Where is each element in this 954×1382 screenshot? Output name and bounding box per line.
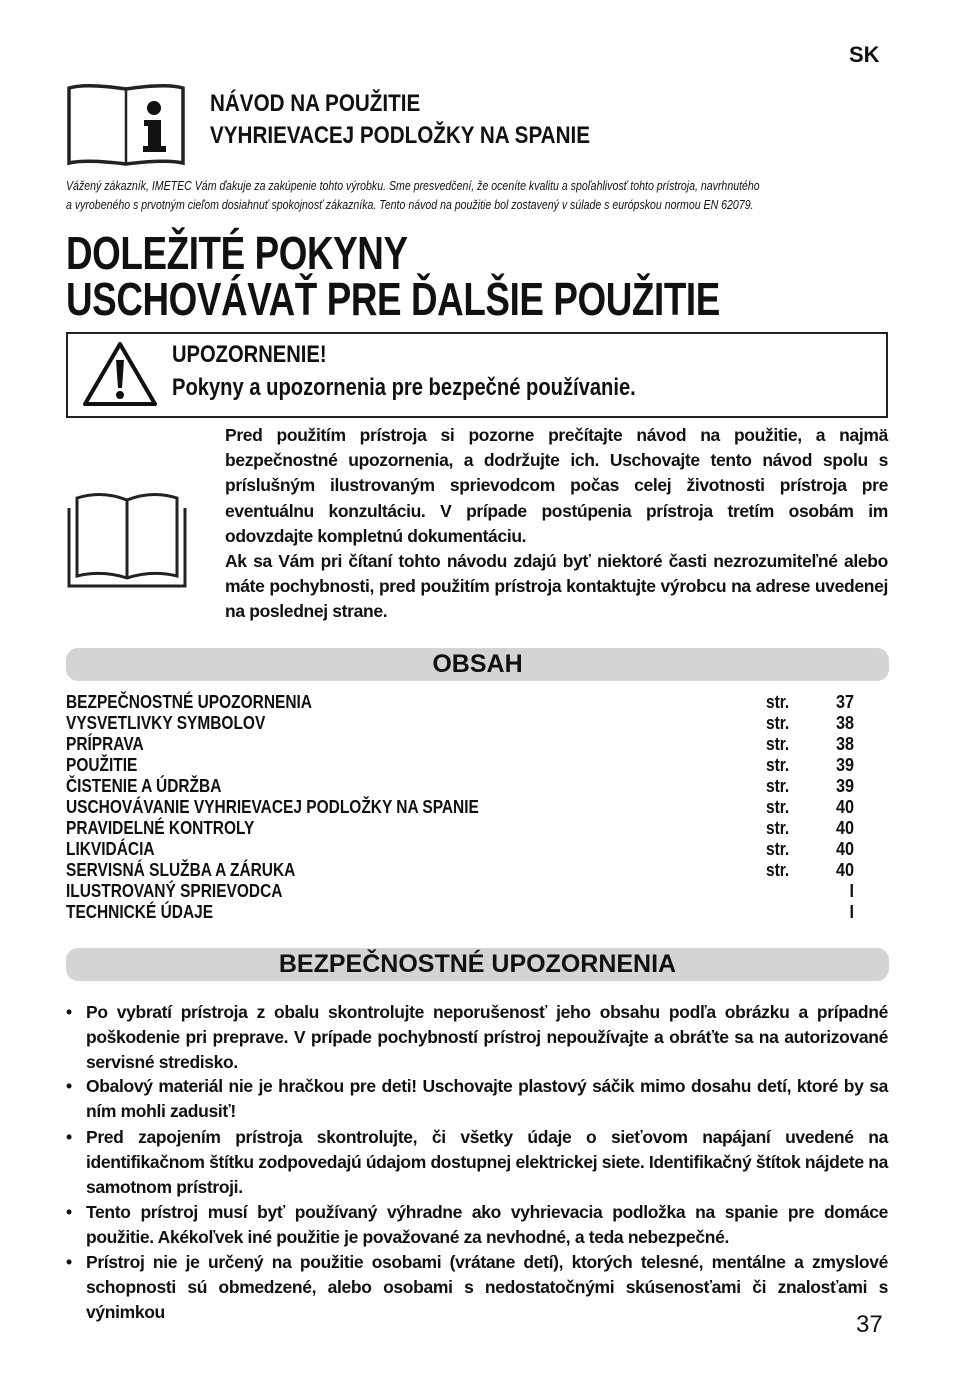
safety-item-text: Po vybratí prístroja z obalu skontrolujte neporušenosť jeho obsahu podľa obrázku a prípadné poškodenie pri preprave. V prípade pochybností prístroj nepoužívajte a obráťte sa na autorizované servisné stredisko. [86,1002,888,1073]
toc-str: str. [766,755,790,775]
toc-title: TECHNICKÉ ÚDAJE [66,902,214,922]
toc-str: str. [766,776,790,796]
toc-str: str. [766,713,790,733]
toc-title: ČISTENIE A ÚDRŽBA [66,776,222,796]
list-item [66,1074,888,1124]
toc-str: str. [766,734,790,754]
toc-page: 37 [835,692,854,712]
toc-title: BEZPEČNOSTNÉ UPOZORNENIA [66,692,312,712]
safety-item-text: Tento prístroj musí byť používaný výhradne ako vyhrievacia podložka na spanie pre domáce použitie. Akékoľvek iné použitie je považované za nevhodné, a teda nebezpečné. [86,1202,888,1248]
manual-title-line1: NÁVOD NA POUŽITIE [210,90,421,117]
warning-subtitle: Pokyny a upozornenia pre bezpečné používanie. [172,374,636,401]
bullet-dot: • [66,1002,72,1022]
list-item [66,1250,888,1326]
toc-title: USCHOVÁVANIE VYHRIEVACEJ PODLOŽKY NA SPANIE [66,797,479,817]
intro-text-line1: Vážený zákazník, IMETEC Vám ďakuje za zakúpenie tohto výrobku. Sme presvedčení, že oceníte kvalitu a spoľahlivosť tohto prístroja, navrhnutého [66,179,760,193]
list-item [66,1000,888,1076]
toc-title: LIKVIDÁCIA [66,839,155,859]
toc-title: SERVISNÁ SLUŽBA A ZÁRUKA [66,860,296,880]
toc-row[interactable] [66,860,856,881]
toc-title: VYSVETLIVKY SYMBOLOV [66,713,266,733]
toc-title: POUŽITIE [66,755,138,775]
bullet-dot: • [66,1202,72,1222]
toc-row[interactable] [66,755,856,776]
toc-row[interactable] [66,902,856,923]
toc-str: str. [766,839,790,859]
toc-title: PRAVIDELNÉ KONTROLY [66,818,255,838]
list-item [66,1125,888,1201]
safety-item-text: Obalový materiál nie je hračkou pre deti! Uschovajte plastový sáčik mimo dosahu detí, ktoré by sa ním mohli zadusiť! [86,1076,888,1122]
toc-row[interactable] [66,734,856,755]
toc-page: 40 [835,818,854,838]
manual-instructions-paragraph: Pred použitím prístroja si pozorne prečítajte návod na použitie, a najmä bezpečnostné upozornenia, a dodržujte ich. Uschovajte tento návod spolu s príslušným ilustrovaným sprievodcom počas celej životnosti prístroja pre eventuálnu konzultáciu. V prípade postúpenia prístroja tretím osobám im odovzdajte kompletnú dokumentáciu. [225,425,888,546]
main-title-line2: USCHOVÁVAŤ PRE ĎALŠIE POUŽITIE [66,273,720,325]
toc-page: 40 [835,797,854,817]
toc-row[interactable] [66,776,856,797]
toc-page: I [849,881,854,901]
warning-title: UPOZORNENIE! [172,341,327,368]
toc-page: 40 [835,860,854,880]
page-number: 37 [856,1311,883,1338]
toc-row[interactable] [66,881,856,902]
safety-item-text: Pred zapojením prístroja skontrolujte, či všetky údaje o sieťovom napájaní uvedené na identifikačnom štítku zodpovedajú údajom dostupnej elektrickej siete. Identifikačný štítok nájdete na samotnom prístroji. [86,1127,888,1198]
contents-heading: OBSAH [432,650,523,678]
list-item [66,1200,888,1250]
manual-contact-paragraph: Ak sa Vám pri čítaní tohto návodu zdajú byť niektoré časti nezrozumiteľné alebo máte pochybnosti, pred použitím prístroja kontaktujte výrobcu na adrese uvedenej na poslednej strane. [225,551,888,622]
toc-row[interactable] [66,797,856,818]
toc-page: 38 [835,713,854,733]
toc-title: PRÍPRAVA [66,734,144,754]
manual-title-line2: VYHRIEVACEJ PODLOŽKY NA SPANIE [210,122,590,149]
toc-str: str. [766,797,790,817]
toc-title: ILUSTROVANÝ SPRIEVODCA [66,881,283,901]
toc-page: 40 [835,839,854,859]
toc-row[interactable] [66,692,856,713]
safety-item-text: Prístroj nie je určený na použitie osobami (vrátane detí), ktorých telesné, mentálne a zmyslové schopnosti sú obmedzené, alebo osobami s nedostatočnými skúsenosťami či znalosťami s výnimkou [86,1252,888,1323]
info-book-icon [66,80,186,166]
main-title-line1: DOLEŽITÉ POKYNY [66,227,408,279]
bullet-dot: • [66,1127,72,1147]
toc-page: 38 [835,734,854,754]
bullet-dot: • [66,1252,72,1272]
toc-row[interactable] [66,839,856,860]
toc-row[interactable] [66,818,856,839]
toc-row[interactable] [66,713,856,734]
bullet-dot: • [66,1076,72,1096]
safety-heading: BEZPEČNOSTNÉ UPOZORNENIA [278,950,677,978]
open-book-icon [66,490,188,588]
toc-str: str. [766,818,790,838]
intro-text-line2: a vyrobeného s prvotným cieľom dosiahnuť spokojnosť zákazníka. Tento návod na použitie bol zostavený v súlade s európskou normou EN 62079. [66,198,754,212]
toc-page: 39 [835,776,854,796]
toc-str: str. [766,692,790,712]
toc-str: str. [766,860,790,880]
warning-triangle-icon [82,340,158,408]
toc-page: I [849,902,854,922]
language-code: SK [849,42,880,67]
toc-page: 39 [835,755,854,775]
